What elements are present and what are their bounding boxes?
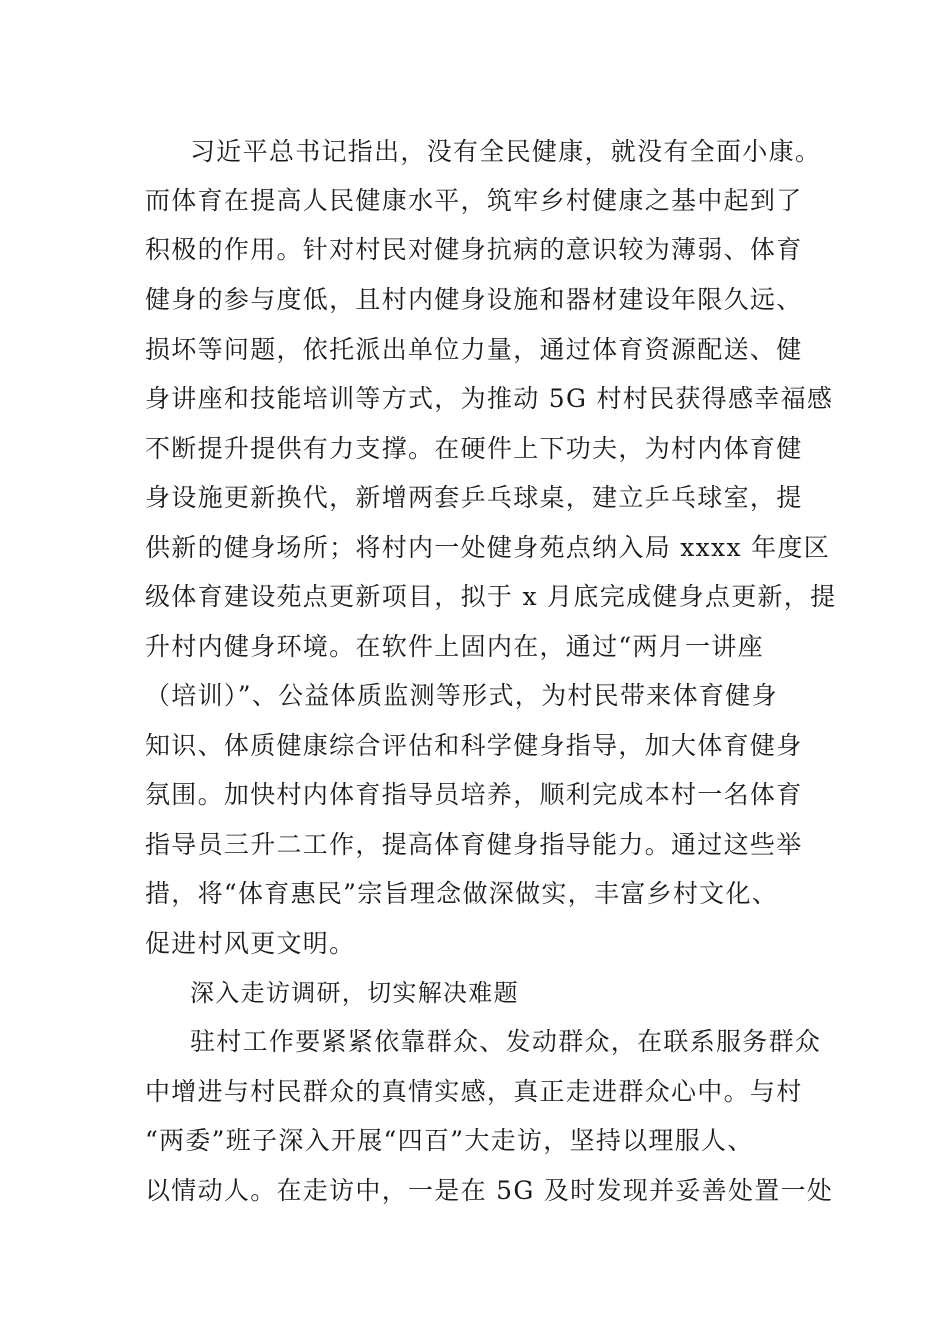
paragraph-line: 供新的健身场所；将村内一处健身苑点纳入局 xxxx 年度区 — [145, 533, 830, 562]
paragraph-line: 健身的参与度低，且村内健身设施和器材建设年限久远、 — [145, 285, 803, 314]
paragraph-line: 身设施更新换代，新增两套乒乓球桌，建立乒乓球室，提 — [145, 483, 803, 512]
paragraph-line: 中增进与村民群众的真情实感，真正走进群众心中。与村 — [145, 1077, 803, 1106]
paragraph-line: 积极的作用。针对村民对健身抗病的意识较为薄弱、体育 — [145, 235, 803, 264]
paragraph-line: 习近平总书记指出，没有全民健康，就没有全面小康。 — [190, 137, 822, 166]
paragraph-line: 身讲座和技能培训等方式，为推动 5G 村村民获得感幸福感 — [145, 384, 834, 413]
paragraph-line: 措，将“体育惠民”宗旨理念做深做实，丰富乡村文化、 — [145, 879, 779, 908]
paragraph-line: 损坏等问题，依托派出单位力量，通过体育资源配送、健 — [145, 335, 803, 364]
paragraph-line: 以情动人。在走访中，一是在 5G 及时发现并妥善处置一处 — [145, 1176, 834, 1205]
paragraph-line: 而体育在提高人民健康水平，筑牢乡村健康之基中起到了 — [145, 186, 803, 215]
paragraph-line: 级体育建设苑点更新项目，拟于 x 月底完成健身点更新，提 — [145, 582, 837, 611]
paragraph-line: 升村内健身环境。在软件上固内在，通过“两月一讲座 — [145, 632, 764, 661]
paragraph-line: “两委”班子深入开展“四百”大走访，坚持以理服人、 — [145, 1126, 754, 1155]
section-heading: 深入走访调研，切实解决难题 — [190, 979, 519, 1007]
paragraph-line: 促进村风更文明。 — [145, 929, 356, 958]
paragraph-line: 不断提升提供有力支撑。在硬件上下功夫，为村内体育健 — [145, 434, 803, 463]
paragraph-line: 驻村工作要紧紧依靠群众、发动群众，在联系服务群众 — [190, 1027, 822, 1056]
paragraph-line: 知识、体质健康综合评估和科学健身指导，加大体育健身 — [145, 731, 803, 760]
paragraph-line: 指导员三升二工作，提高体育健身指导能力。通过这些举 — [145, 830, 803, 859]
paragraph-line: （培训）”、公益体质监测等形式，为村民带来体育健身 — [145, 681, 778, 710]
paragraph-line: 氛围。加快村内体育指导员培养，顺利完成本村一名体育 — [145, 780, 803, 809]
